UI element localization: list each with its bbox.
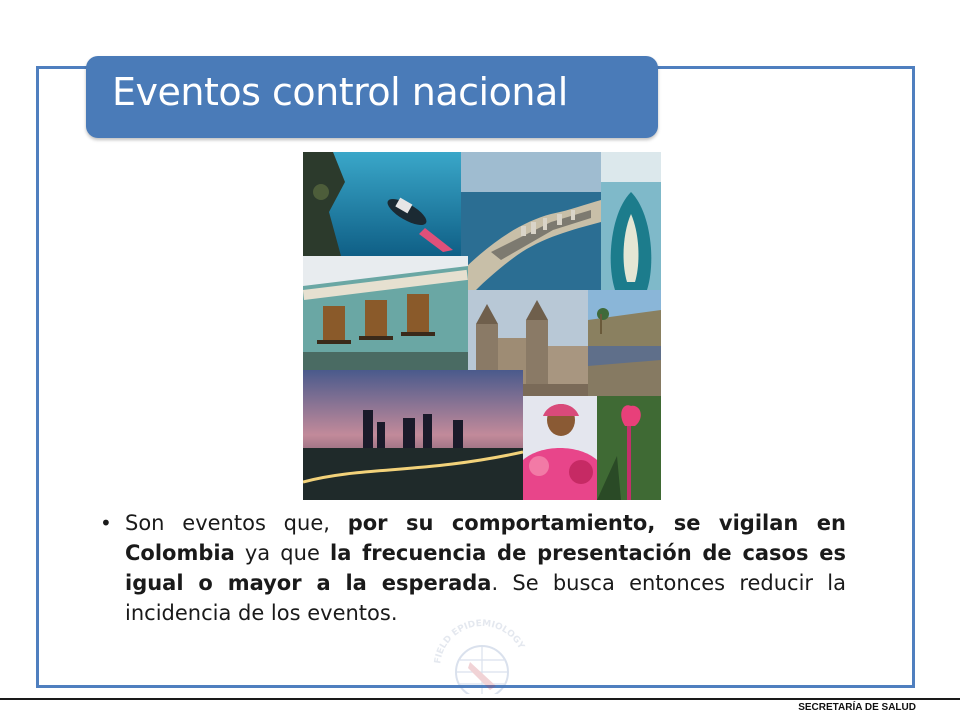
footer-divider <box>0 698 960 700</box>
field-epidemiology-logo <box>430 612 534 694</box>
bullet-dot: • <box>100 511 112 535</box>
colonial-balconies-photo <box>303 256 468 370</box>
slide-title: Eventos control nacional <box>112 70 568 114</box>
title-banner <box>86 56 658 138</box>
svg-text:FIELD EPIDEMIOLOGY: FIELD EPIDEMIOLOGY <box>433 618 526 665</box>
footer-label: SECRETARÍA DE SALUD <box>798 702 916 713</box>
tropical-flower-photo <box>597 396 661 500</box>
fortress-photo <box>588 290 661 396</box>
boat-photo <box>601 152 661 290</box>
carnival-dancer-photo <box>523 396 597 500</box>
bullet-text: Son eventos que, por su comportamiento, se vigilan en Colombia ya que la frecuencia de presentación de casos es igual o mayor a la esperada. Se busca entonces reducir la incidencia de los eventos. <box>125 511 847 625</box>
scuba-diver-photo <box>303 152 461 256</box>
coastal-city-photo <box>461 152 601 290</box>
photo-collage <box>303 152 661 500</box>
city-night-photo <box>303 370 523 500</box>
bullet-paragraph <box>100 508 847 628</box>
